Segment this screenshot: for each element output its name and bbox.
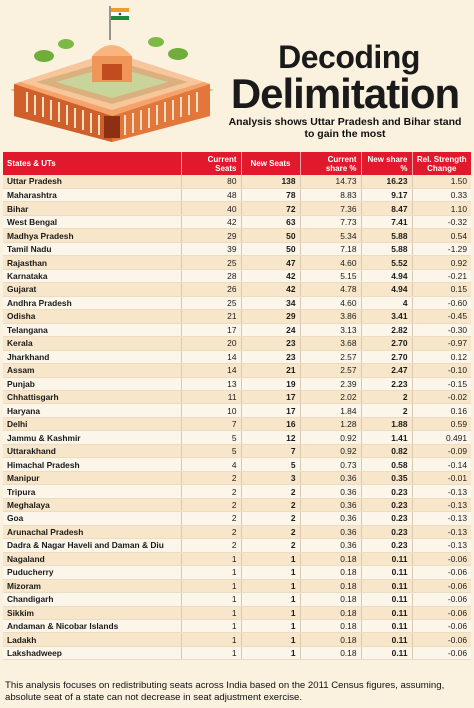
cell-state-name: Telangana [3, 323, 181, 336]
table-body [3, 175, 471, 660]
cell-rel-strength-change: -0.06 [412, 593, 471, 606]
cell-current-seats: 1 [181, 633, 241, 646]
cell-current-seats: 42 [181, 215, 241, 228]
cell-current-share: 0.18 [300, 552, 361, 565]
cell-new-seats: 2 [241, 525, 300, 538]
cell-new-seats: 5 [241, 458, 300, 471]
cell-new-seats: 3 [241, 471, 300, 484]
cell-new-share: 0.23 [361, 525, 412, 538]
cell-rel-strength-change: -0.10 [412, 364, 471, 377]
cell-state-name: Karnataka [3, 269, 181, 282]
cell-state-name: Manipur [3, 471, 181, 484]
cell-state-name: Jharkhand [3, 350, 181, 363]
cell-new-share: 2.82 [361, 323, 412, 336]
cell-new-seats: 138 [241, 175, 300, 188]
cell-rel-strength-change: -0.15 [412, 377, 471, 390]
table-row [3, 633, 471, 646]
table-row [3, 498, 471, 511]
table-row [3, 350, 471, 363]
cell-current-seats: 13 [181, 377, 241, 390]
cell-rel-strength-change: -0.14 [412, 458, 471, 471]
cell-rel-strength-change: -0.13 [412, 485, 471, 498]
cell-rel-strength-change: 0.12 [412, 350, 471, 363]
cell-rel-strength-change: -0.06 [412, 566, 471, 579]
cell-current-share: 0.36 [300, 485, 361, 498]
cell-new-share: 5.52 [361, 256, 412, 269]
cell-current-share: 3.13 [300, 323, 361, 336]
cell-current-seats: 11 [181, 391, 241, 404]
cell-new-seats: 50 [241, 242, 300, 255]
cell-new-share: 0.11 [361, 633, 412, 646]
cell-state-name: West Bengal [3, 215, 181, 228]
cell-current-seats: 2 [181, 485, 241, 498]
cell-current-seats: 2 [181, 512, 241, 525]
cell-state-name: Maharashtra [3, 188, 181, 201]
cell-state-name: Odisha [3, 310, 181, 323]
cell-state-name: Haryana [3, 404, 181, 417]
cell-new-share: 2.23 [361, 377, 412, 390]
cell-new-seats: 1 [241, 552, 300, 565]
table-row [3, 175, 471, 188]
cell-current-share: 0.73 [300, 458, 361, 471]
cell-rel-strength-change: -0.06 [412, 552, 471, 565]
cell-new-share: 0.58 [361, 458, 412, 471]
cell-current-share: 8.83 [300, 188, 361, 201]
cell-state-name: Andaman & Nicobar Islands [3, 619, 181, 632]
cell-new-share: 0.82 [361, 444, 412, 457]
cell-current-seats: 29 [181, 229, 241, 242]
table-row [3, 417, 471, 430]
cell-new-share: 0.23 [361, 485, 412, 498]
table-row [3, 619, 471, 632]
cell-new-seats: 1 [241, 646, 300, 659]
column-header-states: States & UTs [3, 152, 181, 175]
cell-rel-strength-change: -0.30 [412, 323, 471, 336]
cell-new-share: 16.23 [361, 175, 412, 188]
table-row [3, 256, 471, 269]
table-row [3, 323, 471, 336]
page-title-line1: Decoding [278, 39, 420, 75]
cell-rel-strength-change: -0.13 [412, 498, 471, 511]
cell-current-seats: 39 [181, 242, 241, 255]
table-row [3, 646, 471, 659]
table-row [3, 579, 471, 592]
cell-current-share: 3.86 [300, 310, 361, 323]
cell-current-seats: 2 [181, 525, 241, 538]
cell-state-name: Mizoram [3, 579, 181, 592]
cell-current-seats: 1 [181, 619, 241, 632]
cell-new-seats: 2 [241, 485, 300, 498]
cell-rel-strength-change: -0.13 [412, 512, 471, 525]
cell-new-seats: 12 [241, 431, 300, 444]
cell-rel-strength-change: -0.32 [412, 215, 471, 228]
cell-new-seats: 78 [241, 188, 300, 201]
cell-new-share: 4 [361, 296, 412, 309]
cell-new-seats: 47 [241, 256, 300, 269]
cell-new-seats: 63 [241, 215, 300, 228]
cell-new-share: 0.11 [361, 646, 412, 659]
table-row [3, 391, 471, 404]
cell-new-seats: 1 [241, 633, 300, 646]
cell-current-share: 0.18 [300, 619, 361, 632]
cell-new-seats: 2 [241, 498, 300, 511]
cell-state-name: Arunachal Pradesh [3, 525, 181, 538]
cell-current-seats: 1 [181, 579, 241, 592]
cell-new-seats: 29 [241, 310, 300, 323]
cell-current-seats: 14 [181, 364, 241, 377]
cell-state-name: Ladakh [3, 633, 181, 646]
subtitle-line2: to gain the most [304, 128, 386, 140]
cell-new-share: 9.17 [361, 188, 412, 201]
cell-new-share: 0.11 [361, 552, 412, 565]
cell-current-share: 0.18 [300, 646, 361, 659]
cell-current-seats: 28 [181, 269, 241, 282]
cell-new-seats: 23 [241, 337, 300, 350]
cell-current-seats: 4 [181, 458, 241, 471]
cell-current-share: 0.36 [300, 498, 361, 511]
cell-rel-strength-change: 0.59 [412, 417, 471, 430]
cell-current-share: 4.60 [300, 256, 361, 269]
cell-current-share: 0.18 [300, 593, 361, 606]
cell-new-share: 0.35 [361, 471, 412, 484]
cell-current-share: 0.92 [300, 444, 361, 457]
cell-state-name: Chhattisgarh [3, 391, 181, 404]
cell-new-share: 0.23 [361, 539, 412, 552]
cell-new-seats: 2 [241, 539, 300, 552]
cell-rel-strength-change: -0.06 [412, 579, 471, 592]
cell-state-name: Assam [3, 364, 181, 377]
cell-rel-strength-change: -0.06 [412, 606, 471, 619]
cell-current-share: 0.36 [300, 471, 361, 484]
header [0, 0, 474, 150]
cell-new-seats: 24 [241, 323, 300, 336]
cell-current-seats: 25 [181, 296, 241, 309]
cell-new-seats: 1 [241, 606, 300, 619]
cell-current-share: 5.15 [300, 269, 361, 282]
table-row [3, 283, 471, 296]
cell-current-seats: 1 [181, 552, 241, 565]
table-row [3, 539, 471, 552]
cell-state-name: Himachal Pradesh [3, 458, 181, 471]
cell-rel-strength-change: 0.15 [412, 283, 471, 296]
cell-new-seats: 1 [241, 619, 300, 632]
cell-state-name: Punjab [3, 377, 181, 390]
cell-new-share: 0.11 [361, 566, 412, 579]
cell-current-seats: 2 [181, 498, 241, 511]
table-row [3, 606, 471, 619]
cell-new-seats: 16 [241, 417, 300, 430]
cell-current-seats: 2 [181, 539, 241, 552]
cell-new-seats: 19 [241, 377, 300, 390]
cell-current-share: 7.36 [300, 202, 361, 215]
cell-current-seats: 48 [181, 188, 241, 201]
cell-current-share: 0.18 [300, 633, 361, 646]
cell-rel-strength-change: -0.13 [412, 525, 471, 538]
cell-current-share: 4.60 [300, 296, 361, 309]
table-row [3, 593, 471, 606]
cell-rel-strength-change: 0.33 [412, 188, 471, 201]
cell-current-seats: 10 [181, 404, 241, 417]
cell-rel-strength-change: -0.01 [412, 471, 471, 484]
cell-new-share: 5.88 [361, 229, 412, 242]
cell-state-name: Sikkim [3, 606, 181, 619]
cell-rel-strength-change: -0.97 [412, 337, 471, 350]
cell-current-seats: 5 [181, 431, 241, 444]
cell-current-share: 0.36 [300, 512, 361, 525]
cell-new-share: 2 [361, 391, 412, 404]
cell-new-seats: 7 [241, 444, 300, 457]
cell-state-name: Nagaland [3, 552, 181, 565]
cell-new-seats: 1 [241, 579, 300, 592]
cell-new-seats: 21 [241, 364, 300, 377]
cell-current-share: 0.36 [300, 539, 361, 552]
cell-current-share: 0.92 [300, 431, 361, 444]
cell-new-share: 2.70 [361, 337, 412, 350]
column-header-rel-strength-change: Rel. Strength Change [412, 152, 471, 175]
cell-new-seats: 50 [241, 229, 300, 242]
cell-new-share: 4.94 [361, 283, 412, 296]
table-row [3, 377, 471, 390]
cell-new-share: 0.11 [361, 619, 412, 632]
cell-rel-strength-change: -0.45 [412, 310, 471, 323]
cell-new-share: 2.70 [361, 350, 412, 363]
cell-current-seats: 14 [181, 350, 241, 363]
table-row [3, 485, 471, 498]
cell-current-share: 1.84 [300, 404, 361, 417]
cell-new-seats: 17 [241, 404, 300, 417]
cell-current-share: 7.73 [300, 215, 361, 228]
table-row [3, 229, 471, 242]
cell-state-name: Gujarat [3, 283, 181, 296]
cell-state-name: Lakshadweep [3, 646, 181, 659]
cell-rel-strength-change: -0.06 [412, 646, 471, 659]
cell-current-seats: 26 [181, 283, 241, 296]
cell-new-share: 5.88 [361, 242, 412, 255]
cell-rel-strength-change: -0.09 [412, 444, 471, 457]
cell-current-share: 4.78 [300, 283, 361, 296]
table-row [3, 471, 471, 484]
cell-new-seats: 17 [241, 391, 300, 404]
cell-new-seats: 72 [241, 202, 300, 215]
cell-state-name: Andhra Pradesh [3, 296, 181, 309]
cell-rel-strength-change: -0.06 [412, 633, 471, 646]
column-header-new-share: New share % [361, 152, 412, 175]
cell-state-name: Kerala [3, 337, 181, 350]
table-row [3, 188, 471, 201]
column-header-current-share: Current share % [300, 152, 361, 175]
cell-current-share: 0.36 [300, 525, 361, 538]
cell-new-seats: 42 [241, 283, 300, 296]
cell-new-share: 0.23 [361, 498, 412, 511]
cell-rel-strength-change: -1.29 [412, 242, 471, 255]
parliament-building-illustration [6, 4, 218, 144]
cell-rel-strength-change: 0.92 [412, 256, 471, 269]
cell-current-seats: 7 [181, 417, 241, 430]
cell-new-seats: 34 [241, 296, 300, 309]
cell-current-seats: 2 [181, 471, 241, 484]
cell-rel-strength-change: -0.60 [412, 296, 471, 309]
cell-new-share: 2.47 [361, 364, 412, 377]
table-row [3, 566, 471, 579]
table-row [3, 458, 471, 471]
cell-current-seats: 17 [181, 323, 241, 336]
cell-state-name: Rajasthan [3, 256, 181, 269]
table-row [3, 296, 471, 309]
cell-current-share: 5.34 [300, 229, 361, 242]
column-header-new-seats: New Seats [241, 152, 300, 175]
cell-new-share: 0.11 [361, 579, 412, 592]
cell-current-seats: 40 [181, 202, 241, 215]
cell-current-seats: 1 [181, 566, 241, 579]
cell-new-share: 2 [361, 404, 412, 417]
table-row [3, 552, 471, 565]
cell-state-name: Meghalaya [3, 498, 181, 511]
cell-state-name: Tamil Nadu [3, 242, 181, 255]
cell-rel-strength-change: 1.50 [412, 175, 471, 188]
cell-current-share: 14.73 [300, 175, 361, 188]
cell-current-share: 2.57 [300, 364, 361, 377]
cell-new-seats: 1 [241, 566, 300, 579]
column-header-current-seats: Current Seats [181, 152, 241, 175]
cell-current-seats: 1 [181, 593, 241, 606]
cell-new-seats: 1 [241, 593, 300, 606]
cell-new-seats: 23 [241, 350, 300, 363]
cell-rel-strength-change: 0.54 [412, 229, 471, 242]
cell-new-share: 3.41 [361, 310, 412, 323]
cell-current-share: 7.18 [300, 242, 361, 255]
table-row [3, 215, 471, 228]
cell-new-share: 8.47 [361, 202, 412, 215]
cell-rel-strength-change: -0.21 [412, 269, 471, 282]
cell-state-name: Uttar Pradesh [3, 175, 181, 188]
cell-new-share: 4.94 [361, 269, 412, 282]
table-row [3, 337, 471, 350]
page-subtitle [222, 116, 468, 140]
cell-current-seats: 1 [181, 646, 241, 659]
table-row [3, 269, 471, 282]
cell-new-share: 1.41 [361, 431, 412, 444]
cell-state-name: Jammu & Kashmir [3, 431, 181, 444]
cell-current-seats: 21 [181, 310, 241, 323]
cell-new-share: 7.41 [361, 215, 412, 228]
cell-new-share: 1.88 [361, 417, 412, 430]
cell-current-seats: 25 [181, 256, 241, 269]
table-row [3, 310, 471, 323]
table-row [3, 202, 471, 215]
cell-current-seats: 1 [181, 606, 241, 619]
cell-current-seats: 5 [181, 444, 241, 457]
cell-state-name: Bihar [3, 202, 181, 215]
cell-current-share: 3.68 [300, 337, 361, 350]
footnote: This analysis focuses on redistributing seats across India based on the 2011 Census figures, assuming, absolute seat of a state can not decrease in seat adjustment exercise. [5, 680, 445, 703]
cell-new-seats: 2 [241, 512, 300, 525]
cell-current-share: 2.57 [300, 350, 361, 363]
subtitle-line1: Analysis shows Uttar Pradesh and Bihar stand [228, 116, 462, 128]
cell-current-seats: 20 [181, 337, 241, 350]
cell-current-share: 2.02 [300, 391, 361, 404]
cell-rel-strength-change: 0.491 [412, 431, 471, 444]
cell-state-name: Chandigarh [3, 593, 181, 606]
cell-state-name: Puducherry [3, 566, 181, 579]
table-row [3, 364, 471, 377]
table-row [3, 525, 471, 538]
table-row [3, 512, 471, 525]
table-header-row [3, 152, 471, 175]
table-row [3, 242, 471, 255]
cell-current-share: 2.39 [300, 377, 361, 390]
cell-state-name: Tripura [3, 485, 181, 498]
cell-rel-strength-change: 1.10 [412, 202, 471, 215]
cell-current-share: 0.18 [300, 566, 361, 579]
page-title-line2: Delimitation [230, 70, 460, 117]
delimitation-table [3, 152, 471, 660]
cell-rel-strength-change: 0.16 [412, 404, 471, 417]
table-row [3, 431, 471, 444]
cell-state-name: Delhi [3, 417, 181, 430]
cell-new-share: 0.11 [361, 606, 412, 619]
cell-new-share: 0.23 [361, 512, 412, 525]
cell-current-share: 1.28 [300, 417, 361, 430]
cell-rel-strength-change: -0.06 [412, 619, 471, 632]
cell-new-share: 0.11 [361, 593, 412, 606]
cell-current-seats: 80 [181, 175, 241, 188]
cell-state-name: Dadra & Nagar Haveli and Daman & Diu [3, 539, 181, 552]
cell-rel-strength-change: -0.13 [412, 539, 471, 552]
cell-state-name: Goa [3, 512, 181, 525]
cell-rel-strength-change: -0.02 [412, 391, 471, 404]
cell-current-share: 0.18 [300, 579, 361, 592]
cell-state-name: Madhya Pradesh [3, 229, 181, 242]
table-row [3, 404, 471, 417]
cell-new-seats: 42 [241, 269, 300, 282]
table-row [3, 444, 471, 457]
cell-current-share: 0.18 [300, 606, 361, 619]
cell-state-name: Uttarakhand [3, 444, 181, 457]
